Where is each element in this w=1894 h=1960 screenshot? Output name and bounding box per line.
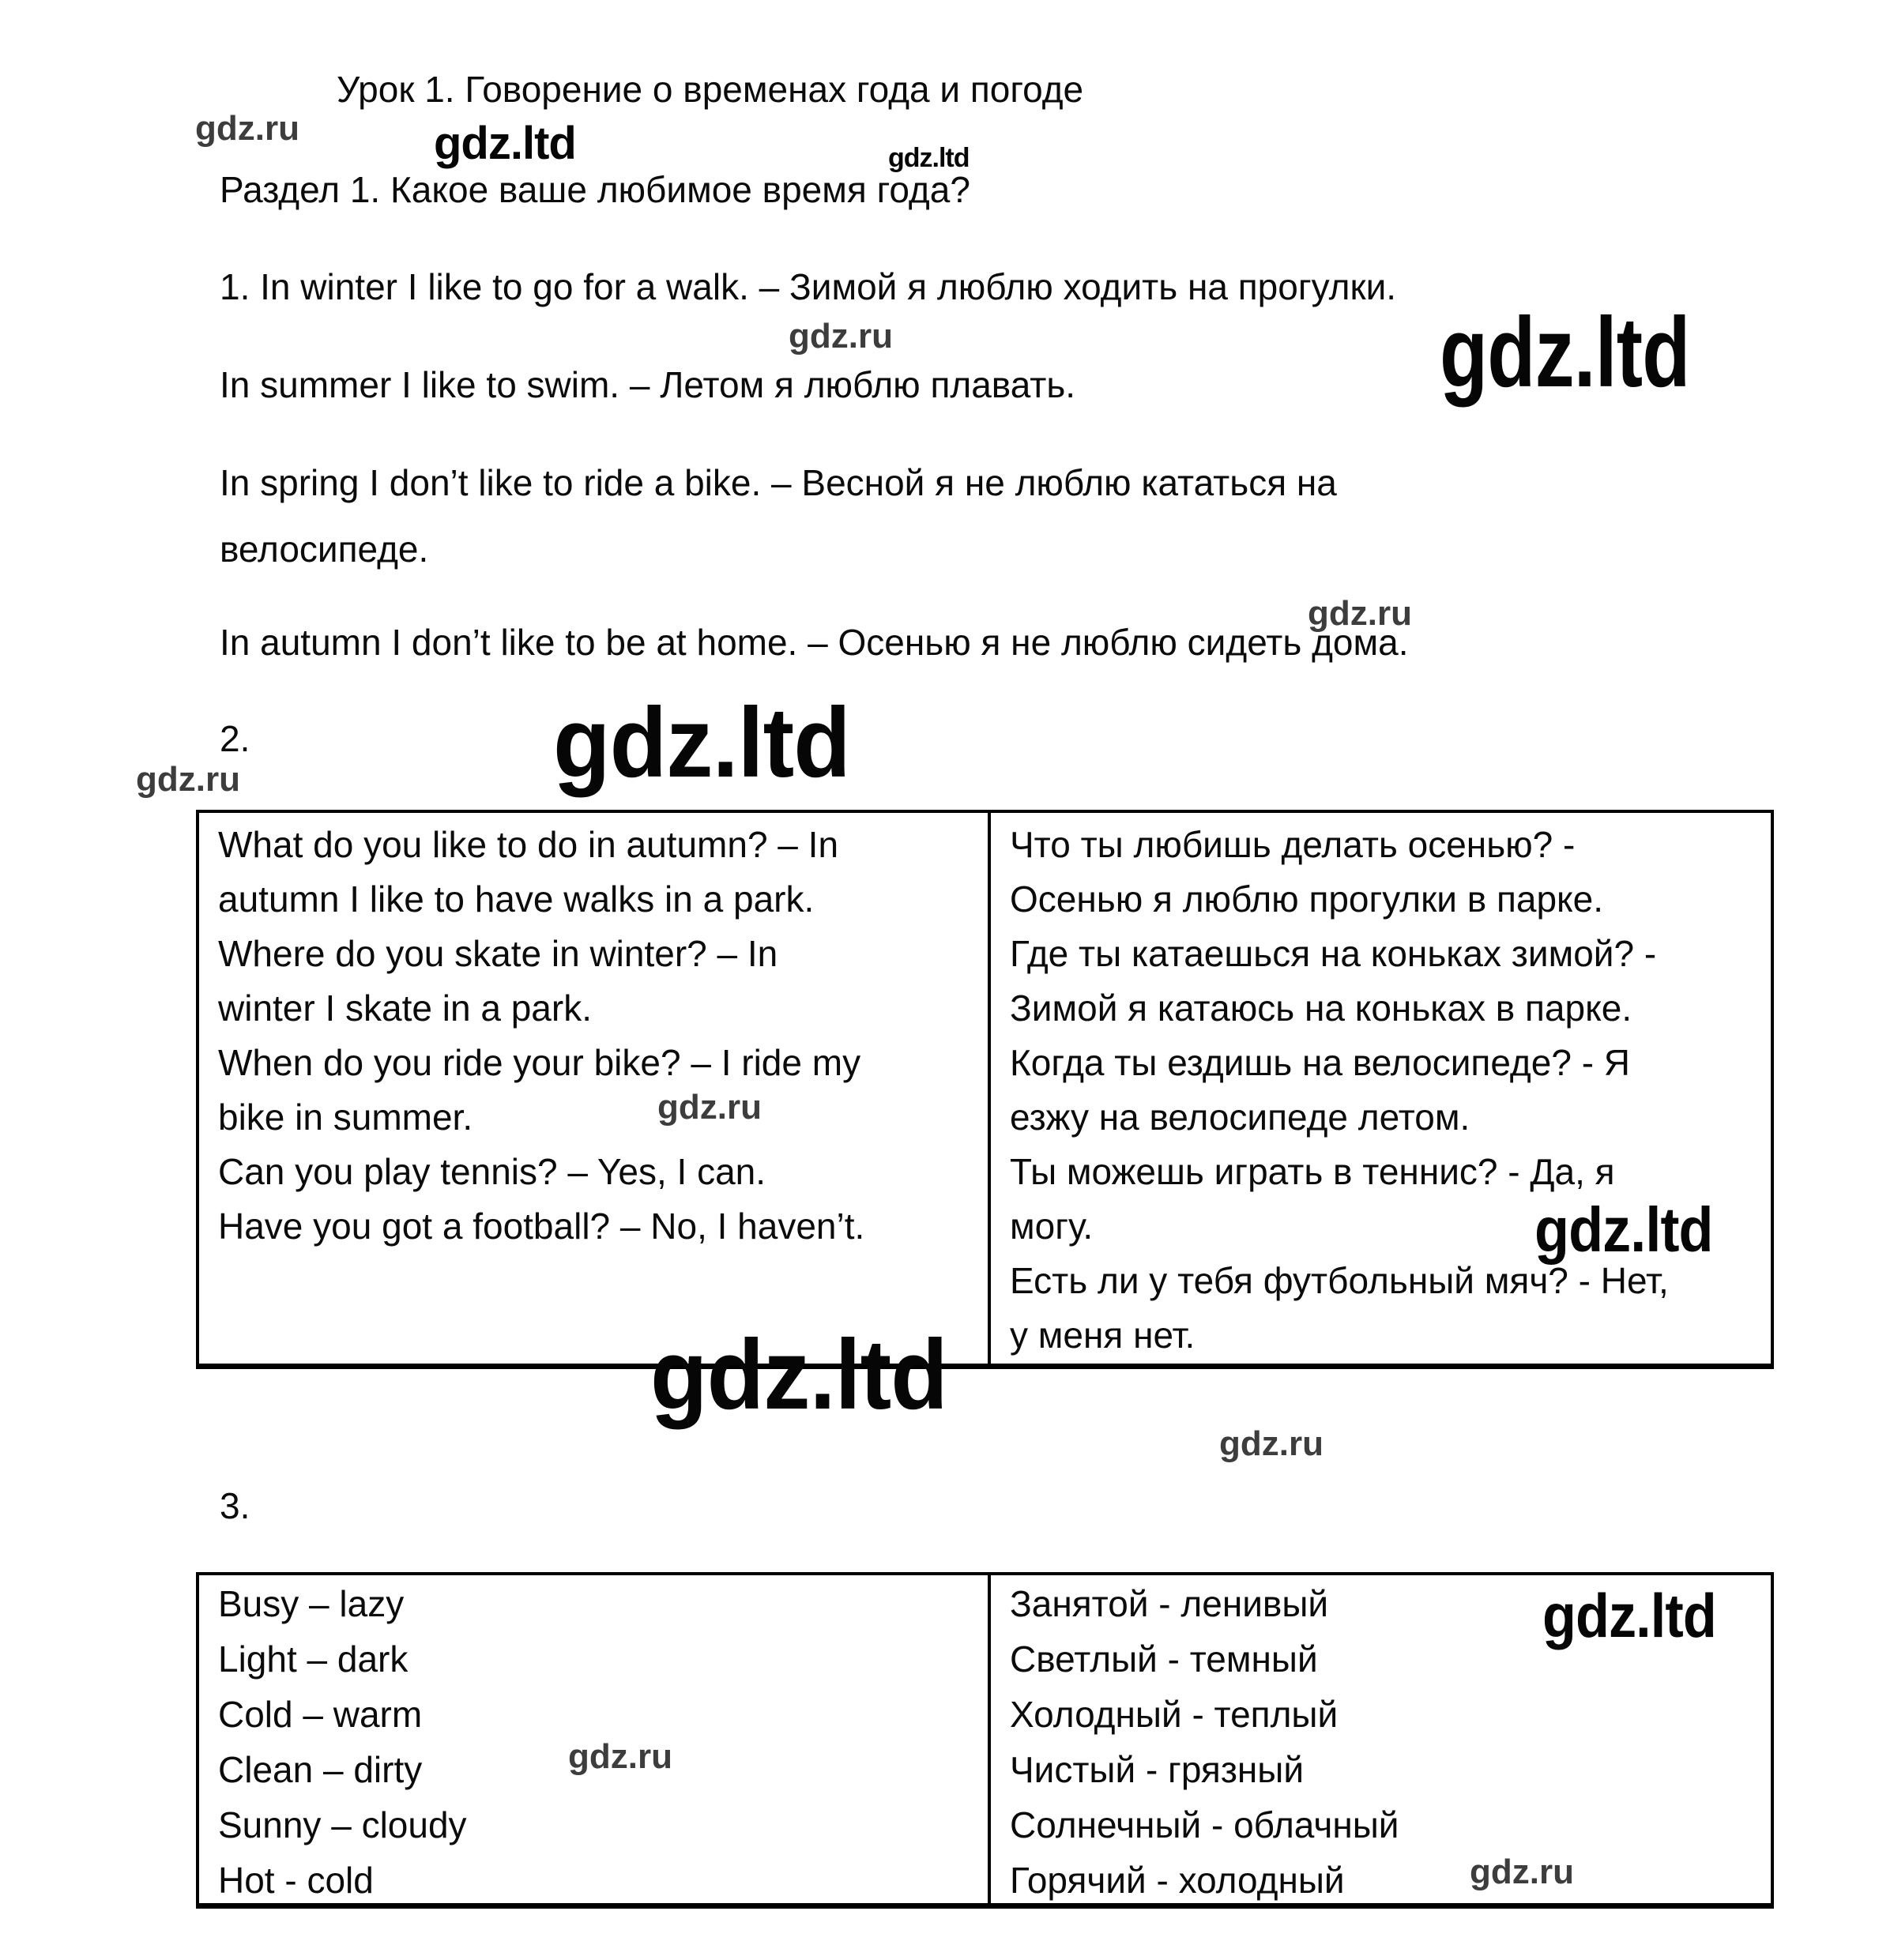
exercise1-line-5: In autumn I don’t like to be at home. – Осенью я не люблю сидеть дома. bbox=[220, 622, 1409, 663]
watermark-gdz-ltd: gdz.ltd bbox=[1440, 298, 1690, 408]
table-line: Busy – lazy bbox=[218, 1583, 405, 1624]
table-line: Cold – warm bbox=[218, 1694, 423, 1735]
watermark-gdz-ru: gdz.ru bbox=[789, 317, 893, 356]
table-line: winter I skate in a park. bbox=[218, 988, 592, 1029]
exercise3-table bbox=[196, 1572, 1774, 1909]
table-line: Занятой - ленивый bbox=[1010, 1583, 1329, 1624]
table-line: When do you ride your bike? – I ride my bbox=[218, 1042, 861, 1083]
section-heading: Раздел 1. Какое ваше любимое время года? bbox=[220, 169, 970, 210]
exercise3-label: 3. bbox=[220, 1485, 250, 1526]
watermark-gdz-ltd: gdz.ltd bbox=[650, 1320, 947, 1430]
table-line: Can you play tennis? – Yes, I can. bbox=[218, 1151, 766, 1192]
watermark-gdz-ru: gdz.ru bbox=[1219, 1424, 1324, 1463]
table-line: Осенью я люблю прогулки в парке. bbox=[1010, 878, 1604, 920]
table-line: Hot - cold bbox=[218, 1860, 374, 1901]
table-line: Clean – dirty bbox=[218, 1749, 423, 1790]
exercise2-label: 2. bbox=[220, 718, 250, 759]
table-line: autumn I like to have walks in a park. bbox=[218, 878, 815, 920]
exercise2-table bbox=[196, 810, 1774, 1369]
table-line: у меня нет. bbox=[1010, 1315, 1196, 1356]
table-line: могу. bbox=[1010, 1206, 1094, 1247]
table-line: Светлый - темный bbox=[1010, 1638, 1318, 1680]
table-line: Light – dark bbox=[218, 1638, 409, 1680]
table-line: Есть ли у тебя футбольный мяч? - Нет, bbox=[1010, 1260, 1669, 1301]
table-line: Where do you skate in winter? – In bbox=[218, 933, 778, 974]
watermark-gdz-ru: gdz.ru bbox=[1308, 594, 1412, 633]
watermark-gdz-ltd: gdz.ltd bbox=[434, 118, 576, 169]
page-title: Урок 1. Говорение о временах года и погоде bbox=[337, 69, 1084, 110]
exercise1-line-3: In spring I don’t like to ride a bike. – Весной я не люблю кататься на bbox=[220, 462, 1337, 503]
watermark-gdz-ltd: gdz.ltd bbox=[553, 688, 850, 798]
table-line: Have you got a football? – No, I haven’t. bbox=[218, 1206, 865, 1247]
exercise1-line-4: велосипеде. bbox=[220, 529, 429, 570]
watermark-gdz-ru: gdz.ru bbox=[568, 1737, 672, 1776]
table-line: Что ты любишь делать осенью? - bbox=[1010, 824, 1576, 865]
table-line: Зимой я катаюсь на коньках в парке. bbox=[1010, 988, 1632, 1029]
table-line: bike in summer. bbox=[218, 1097, 473, 1138]
watermark-gdz-ltd: gdz.ltd bbox=[1534, 1194, 1713, 1265]
table-cell-english bbox=[199, 1575, 991, 1903]
table-cell-russian bbox=[991, 1575, 1771, 1903]
watermark-gdz-ru: gdz.ru bbox=[136, 760, 240, 799]
table-line: Горячий - холодный bbox=[1010, 1860, 1345, 1901]
table-line: Чистый - грязный bbox=[1010, 1749, 1305, 1790]
table-cell-russian bbox=[991, 813, 1771, 1364]
table-line: Ты можешь играть в теннис? - Да, я bbox=[1010, 1151, 1615, 1192]
watermark-gdz-ltd: gdz.ltd bbox=[1542, 1581, 1716, 1650]
exercise1-line-2: In summer I like to swim. – Летом я люблю плавать. bbox=[220, 364, 1076, 405]
table-line: Где ты катаешься на коньках зимой? - bbox=[1010, 933, 1657, 974]
table-line: Холодный - теплый bbox=[1010, 1694, 1339, 1735]
table-line: What do you like to do in autumn? – In bbox=[218, 824, 839, 865]
exercise1-line-1: 1. In winter I like to go for a walk. – Зимой я люблю ходить на прогулки. bbox=[220, 266, 1397, 307]
table-line: езжу на велосипеде летом. bbox=[1010, 1097, 1470, 1138]
table-line: Солнечный - облачный bbox=[1010, 1804, 1399, 1845]
watermark-gdz-ru: gdz.ru bbox=[195, 109, 299, 148]
watermark-gdz-ru: gdz.ru bbox=[1470, 1853, 1574, 1891]
table-line: Когда ты ездишь на велосипеде? - Я bbox=[1010, 1042, 1631, 1083]
table-line: Sunny – cloudy bbox=[218, 1804, 467, 1845]
watermark-gdz-ltd: gdz.ltd bbox=[888, 143, 970, 173]
watermark-gdz-ru: gdz.ru bbox=[657, 1088, 762, 1127]
table-cell-english bbox=[199, 813, 991, 1364]
